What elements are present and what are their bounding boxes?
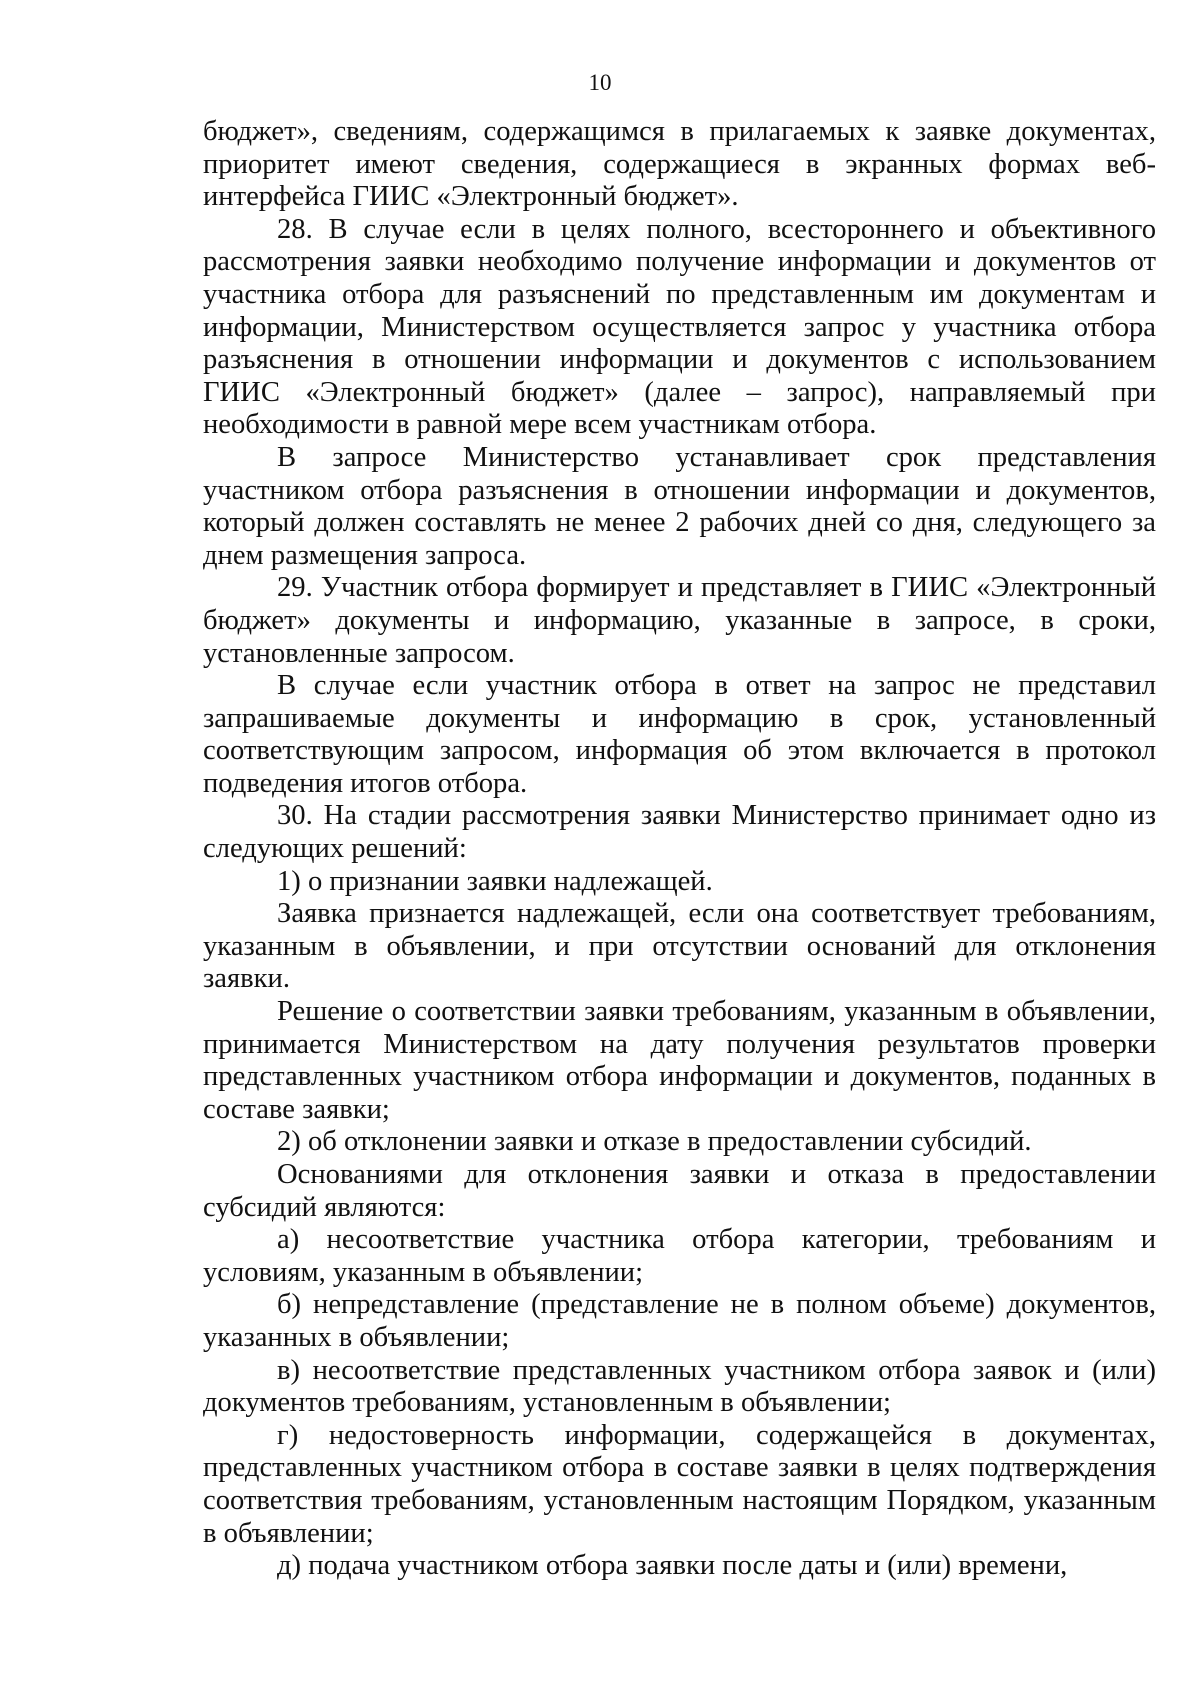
paragraph-decision-2: 2) об отклонении заявки и отказе в предоставлении субсидий. [277, 1126, 1032, 1158]
paragraph-continuation: бюджет», сведениям, содержащимся в прилагаемых к заявке документах, приоритет имеют сведения, содержащиеся в экранных формах веб-интерфейса ГИИС «Электронный бюджет». [203, 116, 1156, 213]
paragraph-ground-g: г) недостоверность информации, содержащейся в документах, представленных участником отбора в составе заявки в целях подтверждения соответствия требованиям, установленным настоящим Порядком, указанным в объявлении; [203, 1419, 1156, 1549]
paragraph-ground-a: а) несоответствие участника отбора категории, требованиям и условиям, указанным в объявлении; [203, 1224, 1156, 1288]
paragraph-decision-1: 1) о признании заявки надлежащей. [277, 865, 713, 897]
paragraph-item-30: 30. На стадии рассмотрения заявки Министерство принимает одно из следующих решений: [203, 800, 1156, 865]
document-body [203, 116, 1156, 1583]
paragraph-ground-b: б) непредставление (представление не в полном объеме) документов, указанных в объявлении; [203, 1289, 1156, 1353]
paragraph-rejection-grounds: Основаниями для отклонения заявки и отказа в предоставлении субсидий являются: [203, 1159, 1156, 1223]
paragraph-item-28: 28. В случае если в целях полного, всестороннего и объективного рассмотрения заявки необходимо получение информации и документов от участника отбора для разъяснений по представленным им документам и информации, Министерством осуществляется запрос у участника отбора разъяснения в отношении информации и документов с использованием ГИИС «Электронный бюджет» (далее – запрос), направляемый при необходимости в равной мере всем участникам отбора. [203, 213, 1156, 441]
paragraph-no-response: В случае если участник отбора в ответ на запрос не представил запрашиваемые документы и информацию в срок, установленный соответствующим запросом, информация об этом включается в протокол подведения итогов отбора. [203, 670, 1156, 799]
paragraph-proper-application: Заявка признается надлежащей, если она соответствует требованиям, указанным в объявлении, и при отсутствии оснований для отклонения заявки. [203, 898, 1156, 995]
paragraph-item-29: 29. Участник отбора формирует и представляет в ГИИС «Электронный бюджет» документы и информацию, указанные в запросе, в сроки, установленные запросом. [203, 572, 1156, 669]
paragraph-ground-d: д) подача участником отбора заявки после даты и (или) времени, [277, 1550, 1068, 1582]
paragraph-ground-v: в) несоответствие представленных участником отбора заявок и (или) документов требованиям, установленным в объявлении; [203, 1354, 1156, 1419]
page-number: 10 [588, 70, 612, 95]
paragraph-request-deadline: В запросе Министерство устанавливает срок представления участником отбора разъяснения в отношении информации и документов, который должен составлять не менее 2 рабочих дней со дня, следующего за днем размещения запроса. [203, 441, 1156, 571]
paragraph-compliance-decision: Решение о соответствии заявки требованиям, указанным в объявлении, принимается Министерством на дату получения результатов проверки представленных участником отбора информации и документов, поданных в составе заявки; [203, 996, 1156, 1125]
